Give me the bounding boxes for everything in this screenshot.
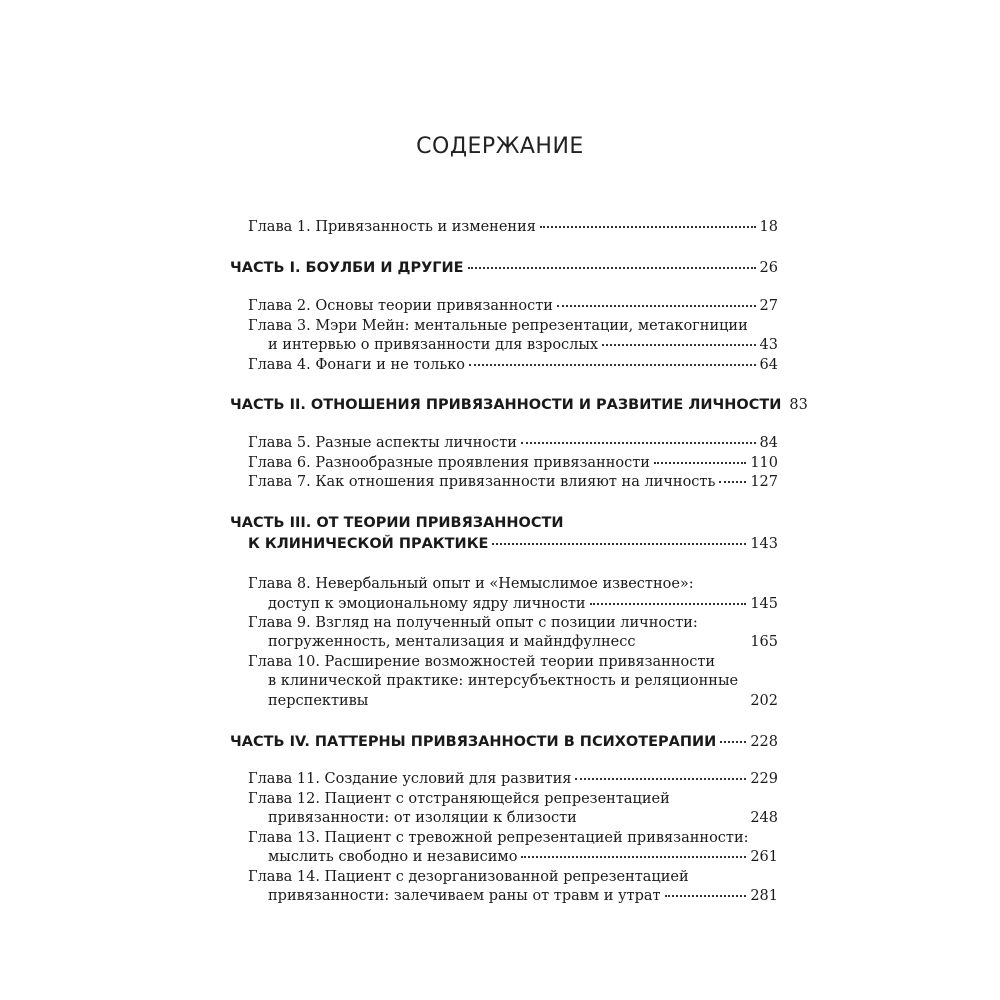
toc-entry-ch2: Глава 2. Основы теории привязанности 27 <box>248 298 778 314</box>
page-number: 165 <box>750 634 778 650</box>
toc-entry-ch10-line1: Глава 10. Расширение возможностей теории привязанности <box>248 654 716 670</box>
toc-entry-ch10: перспективы 202 <box>268 693 778 709</box>
toc-entry-ch10-line2: в клинической практике: интерсубъектность и реляционные <box>268 673 739 689</box>
page-number: 26 <box>759 260 778 276</box>
page-title: СОДЕРЖАНИЕ <box>416 134 584 159</box>
toc-entry-ch8: доступ к эмоциональному ядру личности 145 <box>268 596 778 612</box>
page-number: 127 <box>750 474 778 490</box>
toc-part-3-line1: ЧАСТЬ III. ОТ ТЕОРИИ ПРИВЯЗАННОСТИ <box>230 515 564 531</box>
leader-dots <box>521 441 756 444</box>
leader-dots <box>639 640 746 643</box>
leader-dots <box>557 304 756 307</box>
toc-entry-ch14-line1: Глава 14. Пациент с дезорганизованной репрезентацией <box>248 869 689 885</box>
leader-dots <box>665 894 747 897</box>
leader-dots <box>372 699 746 702</box>
leader-dots <box>720 740 746 743</box>
page-number: 143 <box>750 536 778 552</box>
toc-entry-ch3-line1: Глава 3. Мэри Мейн: ментальные репрезентации, метакогниции <box>248 318 748 334</box>
toc-entry-ch9-line1: Глава 9. Взгляд на полученный опыт с позиции личности: <box>248 615 698 631</box>
toc-entry-ch7: Глава 7. Как отношения привязанности влияют на личность 127 <box>248 474 778 490</box>
leader-dots <box>469 363 756 366</box>
page-number: 281 <box>750 888 778 904</box>
toc-part-2: ЧАСТЬ II. ОТНОШЕНИЯ ПРИВЯЗАННОСТИ И РАЗВИТИЕ ЛИЧНОСТИ 83 <box>230 397 808 413</box>
toc-entry-ch13-line1: Глава 13. Пациент с тревожной репрезентацией привязанности: <box>248 830 749 846</box>
leader-dots <box>602 343 755 346</box>
page-number: 84 <box>759 435 778 451</box>
leader-dots <box>492 542 746 545</box>
toc-entry-ch9: погруженность, ментализация и майндфулнесс 165 <box>268 634 778 650</box>
toc-entry-ch1: Глава 1. Привязанность и изменения 18 <box>248 219 778 235</box>
toc-entry-ch6: Глава 6. Разнообразные проявления привязанности 110 <box>248 455 778 471</box>
leader-dots <box>521 855 746 858</box>
page-number: 43 <box>759 337 778 353</box>
page-number: 229 <box>750 771 778 787</box>
page-number: 261 <box>750 849 778 865</box>
page-number: 228 <box>750 734 778 750</box>
toc-part-3: К КЛИНИЧЕСКОЙ ПРАКТИКЕ 143 <box>248 536 778 552</box>
toc-entry-ch13: мыслить свободно и независимо 261 <box>268 849 778 865</box>
leader-dots <box>719 480 746 483</box>
toc-part-1: ЧАСТЬ I. БОУЛБИ И ДРУГИЕ 26 <box>230 260 778 276</box>
page-number: 64 <box>759 357 778 373</box>
toc-entry-ch12-line1: Глава 12. Пациент с отстраняющейся репрезентацией <box>248 791 670 807</box>
page-number: 83 <box>789 397 808 413</box>
leader-dots <box>540 225 756 228</box>
toc-entry-ch12: привязанности: от изоляции к близости 248 <box>268 810 778 826</box>
leader-dots <box>654 461 746 464</box>
leader-dots <box>581 816 746 819</box>
toc-entry-ch8-line1: Глава 8. Невербальный опыт и «Немыслимое известное»: <box>248 576 694 592</box>
leader-dots <box>590 602 747 605</box>
toc-entry-ch3: и интервью о привязанности для взрослых 43 <box>268 337 778 353</box>
toc-entry-ch4: Глава 4. Фонаги и не только 64 <box>248 357 778 373</box>
leader-dots <box>468 266 756 269</box>
page-number: 202 <box>750 693 778 709</box>
page-number: 18 <box>759 219 778 235</box>
page-number: 110 <box>750 455 778 471</box>
toc-part-4: ЧАСТЬ IV. ПАТТЕРНЫ ПРИВЯЗАННОСТИ В ПСИХОТЕРАПИИ 228 <box>230 734 778 750</box>
toc-entry-ch5: Глава 5. Разные аспекты личности 84 <box>248 435 778 451</box>
leader-dots <box>575 777 746 780</box>
page-number: 27 <box>759 298 778 314</box>
page-number: 145 <box>750 596 778 612</box>
toc-entry-ch14: привязанности: залечиваем раны от травм и утрат 281 <box>268 888 778 904</box>
page-number: 248 <box>750 810 778 826</box>
toc-entry-ch11: Глава 11. Создание условий для развития 229 <box>248 771 778 787</box>
